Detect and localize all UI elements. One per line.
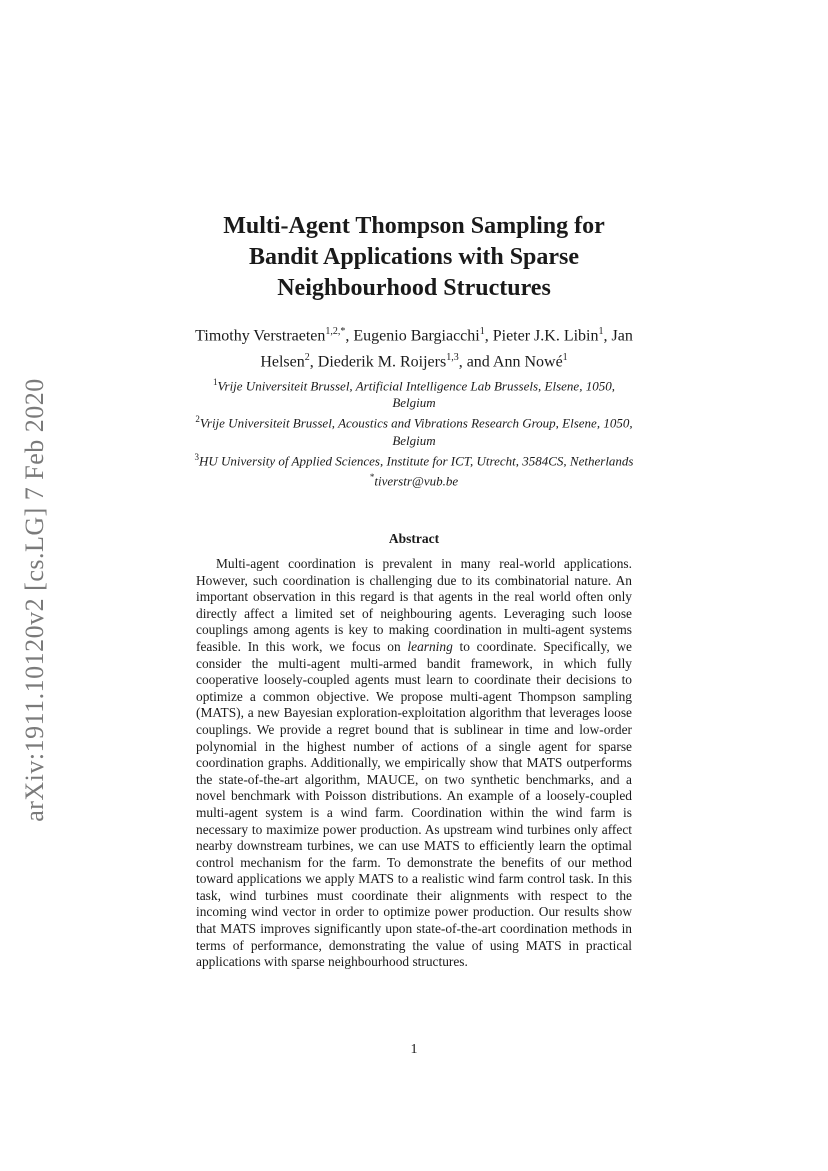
author-affiliation-marker: 1 bbox=[562, 352, 568, 364]
abstract-heading: Abstract bbox=[388, 531, 440, 546]
affiliation-2: $^2$Vrije Universiteit Brussel, Acoustics and Vibrations Research Group, Elsene, 1050, Belgium bbox=[195, 414, 633, 448]
title-line-3: Neighbourhood Structures bbox=[277, 275, 551, 301]
contact-email: *tiverstr@vub.be bbox=[369, 471, 459, 489]
arxiv-identifier-text: arXiv:1911.10120v2 [cs.LG] 7 Feb 2020 bbox=[20, 378, 49, 822]
author-affiliation-marker: 1 bbox=[479, 326, 485, 337]
author-name: Timothy Verstraeten bbox=[195, 327, 326, 345]
emphasized-word: learning bbox=[407, 638, 453, 654]
author-affiliation-marker: 1,3 bbox=[446, 352, 459, 364]
author-affiliation-marker: 1 bbox=[598, 326, 604, 337]
title-line-2: Bandit Applications with Sparse bbox=[248, 244, 580, 270]
author-affiliation-marker: 2 bbox=[304, 352, 310, 364]
paper-title bbox=[150, 211, 678, 304]
affiliation-1: $^1$Vrije Universiteit Brussel, Artificial Intelligence Lab Brussels, Elsene, 1050, Belgium bbox=[213, 377, 615, 411]
author-name: Diederik M. Roijers bbox=[317, 353, 447, 371]
affiliation-3: $^3$HU University of Applied Sciences, Institute for ICT, Utrecht, 3584CS, Netherlands bbox=[194, 451, 634, 468]
title-line-1: Multi-Agent Thompson Sampling for bbox=[223, 213, 605, 239]
author-list: Timothy Verstraeten$^{1,2,*}$, Eugenio Bargiacchi$^1$, Pieter J.K. Libin$^1$, Jan Helsen$^2$, Diederik M. Roijers$^{1,3}$, and Ann Nowé$^1$ bbox=[195, 326, 633, 371]
author-name: Jan bbox=[611, 327, 633, 345]
abstract-body: Multi-agent coordination is prevalent in many real-world applications. However, such coordination is challenging due to its combinatorial nature. An important observation in this regard is that agents in the real world often only directly affect a limited set of neighbouring agents. Leveraging such loose couplings among agents is key to making coordination in multi-agent systems feasible. In this work, we focus on learning to coordinate. Specifically, we consider the multi-agent multi-armed bandit framework, in which fully cooperative loosely-coupled agents must learn to coordinate their decisions to optimize a common objective. We propose multi-agent Thompson sampling (MATS), a new Bayesian exploration-exploitation algorithm that leverages loose couplings. We provide a regret bound that is sublinear in time and low-order polynomial in the highest number of actions of a single agent for sparse coordination graphs. Additionally, we empirically show that MATS outperforms the state-of-the-art algorithm, MAUCE, on two synthetic benchmarks, and a novel benchmark with Poisson distributions. An example of a loosely-coupled multi-agent system is a wind farm. Coordination within the wind farm is necessary to maximize power production. As upstream wind turbines only affect nearby downstream turbines, we can use MATS to efficiently learn the optimal control mechanism for the farm. To demonstrate the benefits of our method toward applications we apply MATS to a realistic wind farm control task. In this task, wind turbines must coordinate their alignments with respect to the incoming wind vector in order to optimize power production. Our results show that MATS improves significantly upon state-of-the-art coordination methods in terms of performance, demonstrating the value of using MATS in practical applications with sparse neighbourhood structures. bbox=[196, 556, 632, 970]
affiliation-list bbox=[140, 374, 688, 489]
author-name: Ann Nowé bbox=[492, 353, 563, 371]
author-name: Eugenio Bargiacchi bbox=[353, 327, 480, 345]
author-affiliation-marker: 1,2,* bbox=[325, 326, 346, 337]
author-name: Pieter J.K. Libin bbox=[492, 327, 599, 345]
page-number: 1 bbox=[410, 1042, 418, 1057]
author-name: Helsen bbox=[260, 353, 305, 371]
